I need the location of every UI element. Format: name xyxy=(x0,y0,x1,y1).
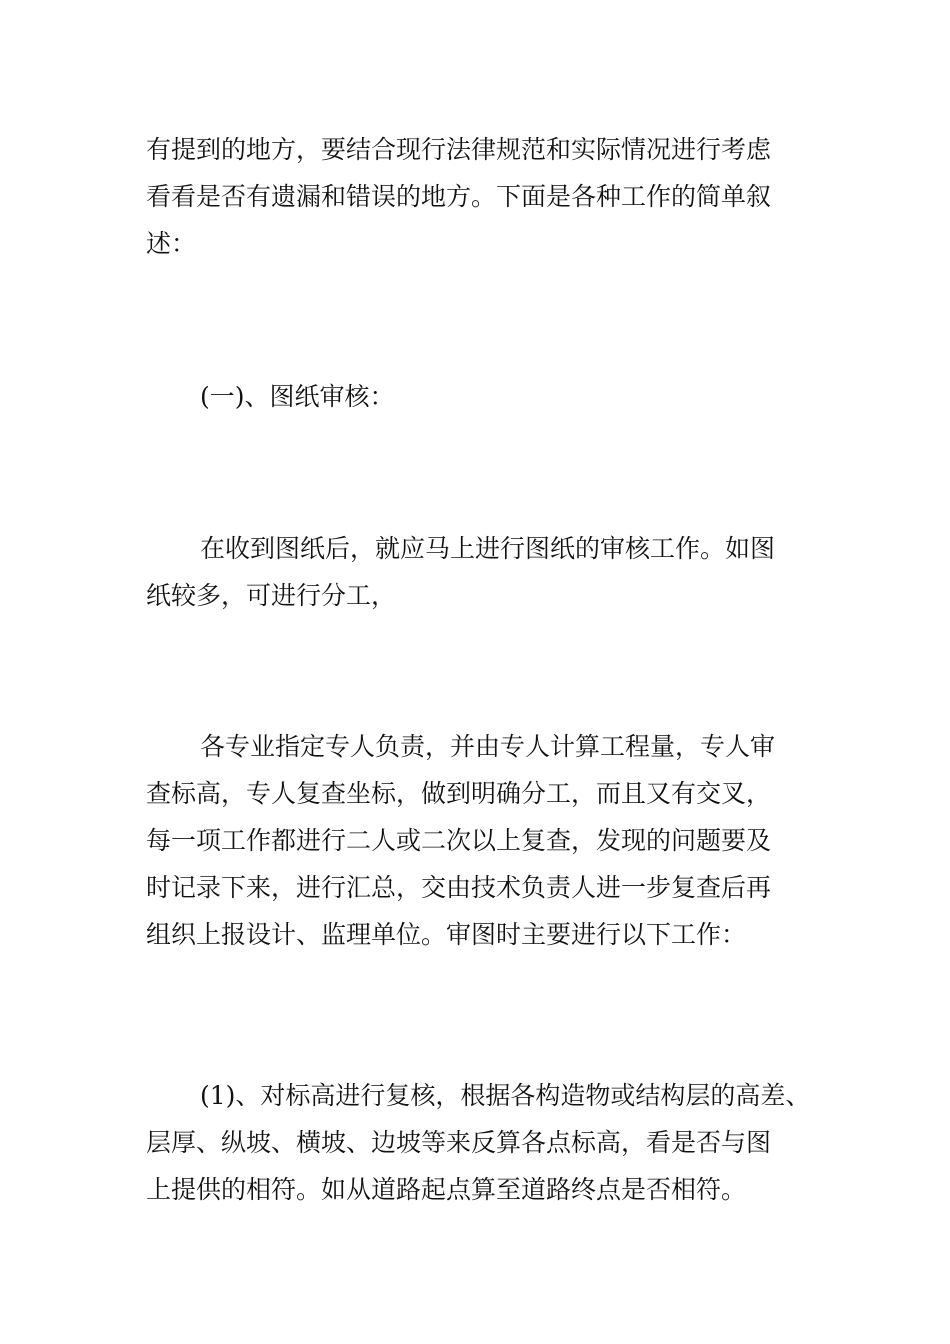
text-line: 纸较多，可进行分工， xyxy=(146,581,397,610)
text-line: 看看是否有遗漏和错误的地方。下面是各种工作的简单叙 xyxy=(146,182,772,211)
line-text: 各专业指定专人负责，并由专人计算工程量，专人审 xyxy=(200,732,776,761)
paragraph-elevation-check xyxy=(146,1072,812,1213)
text-line xyxy=(146,1072,812,1119)
text-line: 有提到的地方，要结合现行法律规范和实际情况进行考虑 xyxy=(146,135,772,164)
text-line xyxy=(146,525,812,572)
line-text: (1)、对标高进行复核，根据各构造物或结构层的高差、 xyxy=(200,1081,811,1110)
text-line: 层厚、纵坡、横坡、边坡等来反算各点标高，看是否与图 xyxy=(146,1128,772,1157)
text-line xyxy=(146,723,812,770)
section-heading xyxy=(146,373,812,420)
text-line: 查标高，专人复查坐标，做到明确分工，而且又有交叉， xyxy=(146,779,772,808)
text-line: 时记录下来，进行汇总，交由技术负责人进一步复查后再 xyxy=(146,873,772,902)
paragraph-receive-drawings xyxy=(146,525,812,619)
text-line xyxy=(146,373,812,420)
heading-text: (一)、图纸审核： xyxy=(200,382,395,411)
line-text: 在收到图纸后，就应马上进行图纸的审核工作。如图 xyxy=(200,534,776,563)
text-line: 述： xyxy=(146,229,197,258)
text-line: 上提供的相符。如从道路起点算至道路终点是否相符。 xyxy=(146,1175,747,1204)
paragraph-intro xyxy=(146,126,812,267)
paragraph-assign-responsibility xyxy=(146,723,812,958)
text-line: 组织上报设计、监理单位。审图时主要进行以下工作： xyxy=(146,920,747,949)
text-line: 每一项工作都进行二人或二次以上复查，发现的问题要及 xyxy=(146,826,772,855)
